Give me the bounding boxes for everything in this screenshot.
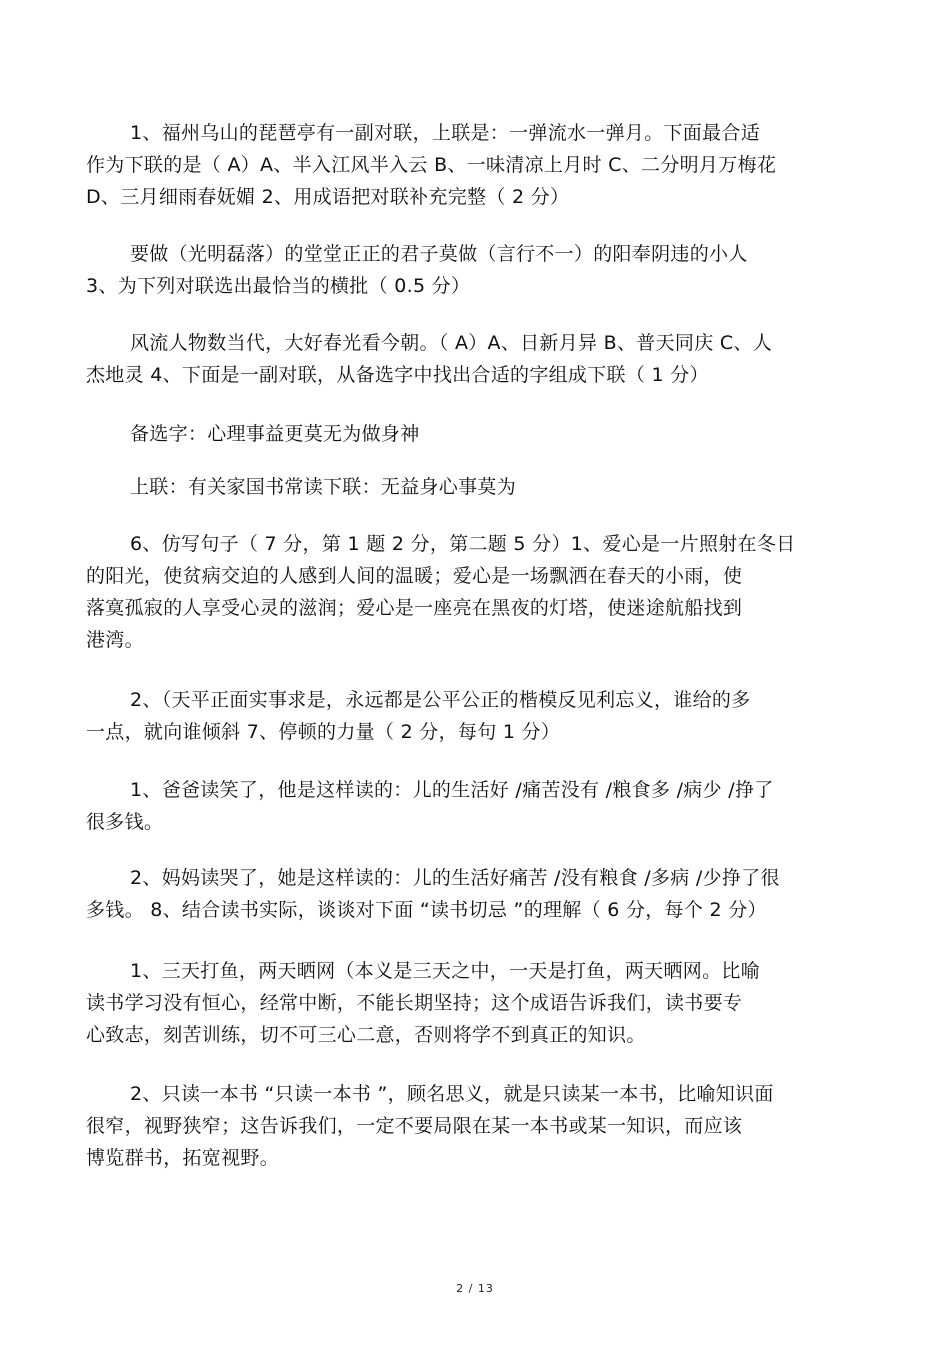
paragraph-7 <box>86 684 876 748</box>
paragraph-5 <box>86 471 876 503</box>
page-number: 2 / 13 <box>456 1282 494 1295</box>
paragraph-line: 2、妈妈读哭了，她是这样读的：儿的生活好痛苦 /没有粮食 /多病 /少挣了很 <box>130 867 780 889</box>
paragraph-line: 作为下联的是（ A）A、半入江风半入云 B、一味清凉上月时 C、二分明月万梅花 <box>86 154 777 176</box>
paragraph-line: 的阳光，使贫病交迫的人感到人间的温暖；爱心是一场飘洒在春天的小雨，使 <box>86 565 743 587</box>
paragraph-line: 1、三天打鱼，两天晒网（本义是三天之中，一天是打鱼，两天晒网。比喻 <box>130 960 760 982</box>
paragraph-11 <box>86 1078 876 1174</box>
paragraph-line: 很窄，视野狭窄；这告诉我们，一定不要局限在某一本书或某一知识，而应该 <box>86 1115 743 1137</box>
paragraph-1 <box>86 117 876 213</box>
paragraph-line: 2、只读一本书 “只读一本书 ”，顾名思义，就是只读某一本书，比喻知识面 <box>130 1083 774 1105</box>
paragraph-line: 1、爸爸读笑了，他是这样读的：儿的生活好 /痛苦没有 /粮食多 /病少 /挣了 <box>130 779 774 801</box>
paragraph-line: 心致志，刻苦训练，切不可三心二意，否则将学不到真正的知识。 <box>86 1024 646 1046</box>
paragraph-line: 6、仿写句子（ 7 分，第 1 题 2 分，第二题 5 分）1、爱心是一片照射在冬日 <box>130 533 796 555</box>
paragraph-line: 落寞孤寂的人享受心灵的滋润；爱心是一座亮在黑夜的灯塔，使迷途航船找到 <box>86 597 743 619</box>
paragraph-line: 备选字：心理事益更莫无为做身神 <box>130 423 420 445</box>
paragraph-line: 博览群书，拓宽视野。 <box>86 1147 280 1169</box>
paragraph-2 <box>86 238 876 302</box>
paragraph-line: 2、（天平正面实事求是，永远都是公平公正的楷模反见利忘义，谁给的多 <box>130 689 751 711</box>
paragraph-8 <box>86 774 876 838</box>
paragraph-line: 上联：有关家国书常读下联：无益身心事莫为 <box>130 476 517 498</box>
paragraph-line: 杰地灵 4、下面是一副对联，从备选字中找出合适的字组成下联（ 1 分） <box>86 364 709 386</box>
paragraph-line: 要做（光明磊落）的堂堂正正的君子莫做（言行不一）的阳奉阴违的小人 <box>130 243 748 265</box>
paragraph-3 <box>86 327 876 391</box>
paragraph-line: 多钱。 8、结合读书实际，谈谈对下面 “读书切忌 ”的理解（ 6 分，每个 2 分） <box>86 899 767 921</box>
paragraph-line: 1、福州乌山的琵琶亭有一副对联，上联是：一弹流水一弹月。下面最合适 <box>130 122 760 144</box>
paragraph-line: 港湾。 <box>86 629 144 651</box>
paragraph-9 <box>86 862 876 926</box>
paragraph-line: 风流人物数当代，大好春光看今朝。（ A）A、日新月异 B、普天同庆 C、人 <box>130 332 773 354</box>
paragraph-6 <box>86 528 876 656</box>
paragraph-line: 很多钱。 <box>86 811 164 833</box>
paragraph-4 <box>86 418 876 450</box>
paragraph-10 <box>86 955 876 1051</box>
paragraph-line: 一点，就向谁倾斜 7、停顿的力量（ 2 分，每句 1 分） <box>86 721 561 743</box>
paragraph-line: D、三月细雨春妩媚 2、用成语把对联补充完整（ 2 分） <box>86 186 570 208</box>
paragraph-line: 读书学习没有恒心，经常中断，不能长期坚持；这个成语告诉我们，读书要专 <box>86 992 743 1014</box>
paragraph-line: 3、为下列对联选出最恰当的横批（ 0.5 分） <box>86 275 471 297</box>
